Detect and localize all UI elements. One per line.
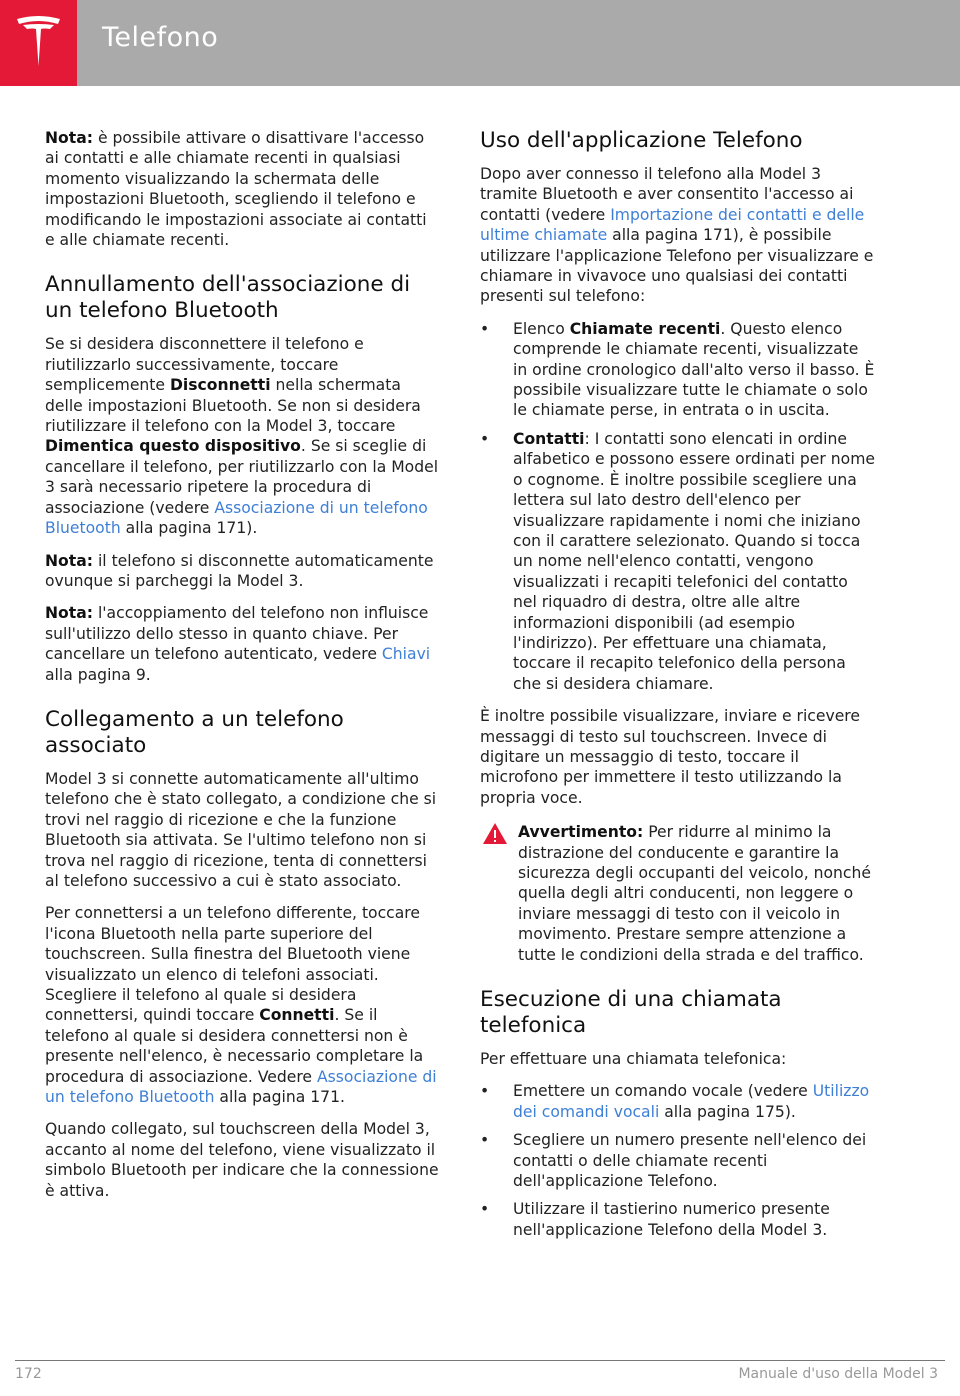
note-auto-disconnect: Nota: il telefono si disconnette automaticamente ovunque si parcheggi la Model 3. bbox=[45, 551, 434, 590]
manual-title: Manuale d'uso della Model 3 bbox=[738, 1366, 938, 1382]
right-column bbox=[480, 128, 876, 1252]
link-associazione-bluetooth[interactable]: Associazione di un telefono Bluetooth bbox=[45, 498, 428, 538]
warning-triangle-icon bbox=[482, 822, 508, 845]
connect-paragraph-2: Per connettersi a un telefono differente, toccare l'icona Bluetooth nella parte superiore del touchscreen. Sulla finestra del Bluetooth viene visualizzato un elenco di telefoni associati. Scegliere il telefono al quale si desidera connettersi, quindi toccare Connetti. Se il telefono al quale si desidera connettersi non è presente nell'elenco, è necessario completare la procedura di associazione. Vedere Associazione di un telefono Bluetooth alla pagina 171. bbox=[45, 904, 437, 1107]
list-item: • Elenco Chiamate recenti. Questo elenco comprende le chiamate recenti, visualizzate in ordine cronologico dall'alto verso il basso. È possibile visualizzare tutte le chiamate o solo le chiamate perse, in entrata o in uscita. bbox=[480, 319, 875, 420]
list-item: • Contatti: I contatti sono elencati in ordine alfabetico e possono essere ordinati per nome o cognome. È inoltre possibile scegliere una lettera sul lato destro dell'elenco per visualizzare rapidamente i nomi che iniziano con il carattere selezionato. Quando si tocca un nome nell'elenco contatti, vengono visualizzati i recapiti telefonici del contatto nel riquadro di destra, oltre alle altre informazioni disponibili (ad esempio l'indirizzo). Per effettuare una chiamata, toccare il recapito telefonico della persona che si desidera chiamare. bbox=[480, 429, 875, 693]
warning-block: Avvertimento: Per ridurre al minimo la distrazione del conducente e garantire la sicurezza degli occupanti del veicolo, nonché quella degli altri conducenti, non leggere o inviare messaggi di testo con il veicolo in movimento. Prestare sempre attenzione a tutte le condizioni della strada e del traffico. bbox=[480, 822, 876, 965]
call-method-list bbox=[480, 1081, 876, 1240]
link-chiavi[interactable]: Chiavi bbox=[381, 645, 431, 664]
link-associazione-bluetooth-2[interactable]: Associazione di un telefono Bluetooth bbox=[45, 1067, 437, 1107]
logo-box bbox=[0, 0, 77, 86]
app-paragraph-1: Dopo aver connesso il telefono alla Model 3 tramite Bluetooth e aver consentito l'accesso ai contatti (vedere Importazione dei contatti e delle ultime chiamate alla pagina 171), è possibile utilizzare l'applicazione Telefono per visualizzare e chiamare in vivavoce uno qualsiasi dei contatti presenti sul telefono: bbox=[480, 165, 874, 306]
page-header bbox=[0, 0, 960, 86]
tesla-logo-icon bbox=[14, 14, 63, 69]
unpair-paragraph: Se si desidera disconnettere il telefono e riutilizzarlo successivamente, toccare semplicemente Disconnetti nella schermata delle impostazioni Bluetooth. Se non si desidera riutilizzare il telefono con la Model 3, toccare Dimentica questo dispositivo. Se si sceglie di cancellare il telefono, per riutilizzarlo con la Model 3 sarà necessario ripetere la procedura di associazione (vedere Associazione di un telefono Bluetooth alla pagina 171). bbox=[45, 335, 439, 538]
heading-unpair: Annullamento dell'associazione di un telefono Bluetooth bbox=[45, 272, 411, 324]
heading-make-call: Esecuzione di una chiamata telefonica bbox=[480, 987, 782, 1039]
note-pairing-key: Nota: l'accoppiamento del telefono non influisce sull'utilizzo dello stesso in quanto chiave. Per cancellare un telefono autenticato, vedere Chiavi alla pagina 9. bbox=[45, 604, 431, 684]
footer-divider bbox=[15, 1360, 945, 1361]
note-contacts-access: Nota: è possibile attivare o disattivare l'accesso ai contatti e alle chiamate recenti in qualsiasi momento visualizzando la schermata delle impostazioni Bluetooth, scegliendo il telefono e modificando le impostazioni associate ai contatti e alle chiamate recenti. bbox=[45, 129, 427, 250]
call-paragraph: Per effettuare una chiamata telefonica: bbox=[480, 1050, 787, 1069]
page-title: Telefono bbox=[102, 22, 219, 53]
connect-paragraph-3: Quando collegato, sul touchscreen della Model 3, accanto al nome del telefono, viene visualizzato il simbolo Bluetooth per indicare che la connessione è attiva. bbox=[45, 1120, 439, 1200]
page-number: 172 bbox=[15, 1366, 42, 1382]
link-importazione-contatti[interactable]: Importazione dei contatti e delle ultime chiamate bbox=[480, 205, 865, 245]
left-column bbox=[45, 128, 441, 1213]
link-comandi-vocali[interactable]: Utilizzo dei comandi vocali bbox=[513, 1082, 870, 1121]
list-item: • Scegliere un numero presente nell'elenco dei contatti o delle chiamate recenti dell'applicazione Telefono. bbox=[480, 1131, 867, 1191]
list-item: • Utilizzare il tastierino numerico presente nell'applicazione Telefono della Model 3. bbox=[480, 1200, 830, 1239]
heading-connect: Collegamento a un telefono associato bbox=[45, 706, 344, 758]
app-paragraph-2: È inoltre possibile visualizzare, inviare e ricevere messaggi di testo sul touchscreen. Invece di digitare un messaggio di testo, toccare il microfono per immettere il testo utilizzando la propria voce. bbox=[480, 707, 860, 807]
heading-phone-app: Uso dell'applicazione Telefono bbox=[480, 128, 803, 153]
list-item: • Emettere un comando vocale (vedere Utilizzo dei comandi vocali alla pagina 175). bbox=[480, 1082, 870, 1121]
connect-paragraph-1: Model 3 si connette automaticamente all'ultimo telefono che è stato collegato, a condizione che si trovi nel raggio di ricezione e che la funzione Bluetooth sia attivata. Se l'ultimo telefono non si trova nel raggio di ricezione, tenta di connettersi al telefono successivo a cui è stato associato. bbox=[45, 769, 437, 890]
app-feature-list bbox=[480, 319, 876, 694]
